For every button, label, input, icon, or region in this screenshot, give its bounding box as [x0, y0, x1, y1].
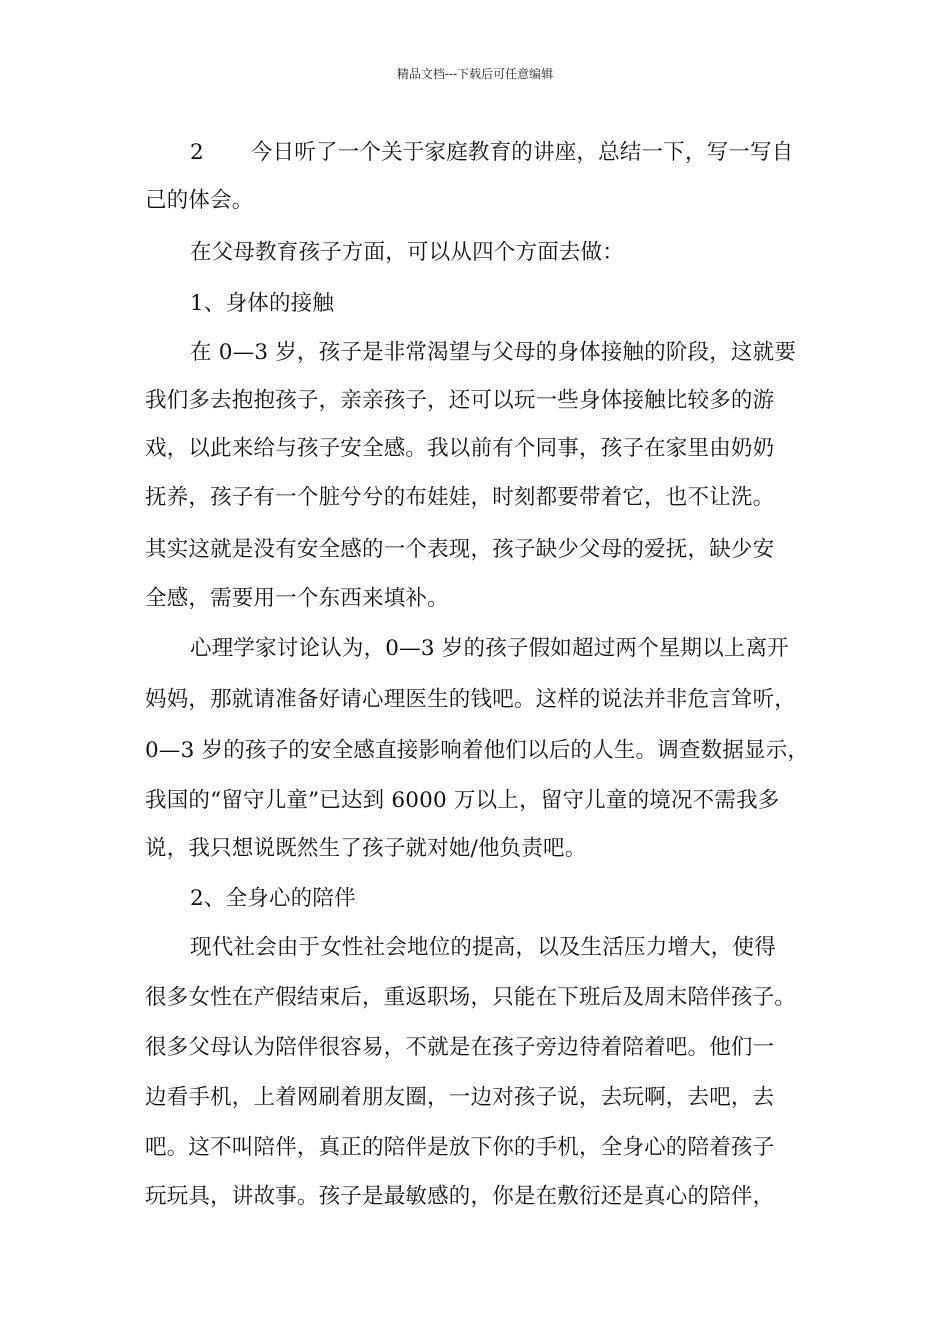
text-line: 在 0—3 岁，孩子是非常渴望与父母的身体接触的阶段，这就要: [190, 340, 797, 365]
text-line: 玩玩具，讲故事。孩子是最敏感的，你是在敷衍还是真心的陪伴，: [145, 1184, 775, 1209]
text-line: 在父母教育孩子方面，可以从四个方面去做：: [190, 240, 625, 265]
text-line: 戏，以此来给与孩子安全感。我以前有个同事，孩子在家里由奶奶: [145, 436, 775, 461]
text-line: 说，我只想说既然生了孩子就对她/他负责吧。: [145, 836, 587, 861]
text-line-item-heading: [190, 138, 793, 168]
text-line: 吧。这不叫陪伴，真正的陪伴是放下你的手机，全身心的陪着孩子: [145, 1135, 775, 1160]
text-line: 全感，需要用一个东西来填补。: [145, 586, 449, 611]
text-line: 我国的“留守儿童”已达到 6000 万以上，留守儿童的境况不需我多: [145, 788, 780, 813]
item-number: 2: [190, 140, 204, 165]
text-line: 很多父母认为陪伴很容易，不就是在孩子旁边待着陪着吧。他们一: [145, 1035, 775, 1060]
text-line: 0—3 岁的孩子的安全感直接影响着他们以后的人生。调查数据显示，: [145, 738, 810, 763]
section-heading: 1、身体的接触: [190, 291, 335, 316]
text-line: 我们多去抱抱孩子，亲亲孩子，还可以玩一些身体接触比较多的游: [145, 388, 775, 413]
text-line: 边看手机，上着网刷着朋友圈，一边对孩子说，去玩啊，去吧，去: [145, 1085, 775, 1110]
text-line: 现代社会由于女性社会地位的提高，以及生活压力增大，使得: [190, 935, 776, 960]
text-line: 妈妈，那就请准备好请心理医生的钱吧。这样的说法并非危言耸听，: [145, 687, 797, 712]
page-header: 精品文档---下载后可任意编辑: [396, 67, 554, 81]
text-line: 抚养，孩子有一个脏兮兮的布娃娃，时刻都要带着它，也不让洗。: [145, 485, 775, 510]
text-line: 己的体会。: [145, 188, 254, 213]
text-line: 心理学家讨论认为，0—3 岁的孩子假如超过两个星期以上离开: [190, 636, 789, 661]
text-line: 其实这就是没有安全感的一个表现，孩子缺少父母的爱抚，缺少安: [145, 537, 775, 562]
text-line: 很多女性在产假结束后，重返职场，只能在下班后及周末陪伴孩子。: [145, 985, 797, 1010]
section-heading: 2、全身心的陪伴: [190, 886, 356, 911]
text-line: 今日听了一个关于家庭教育的讲座，总结一下，写一写自: [250, 140, 794, 165]
